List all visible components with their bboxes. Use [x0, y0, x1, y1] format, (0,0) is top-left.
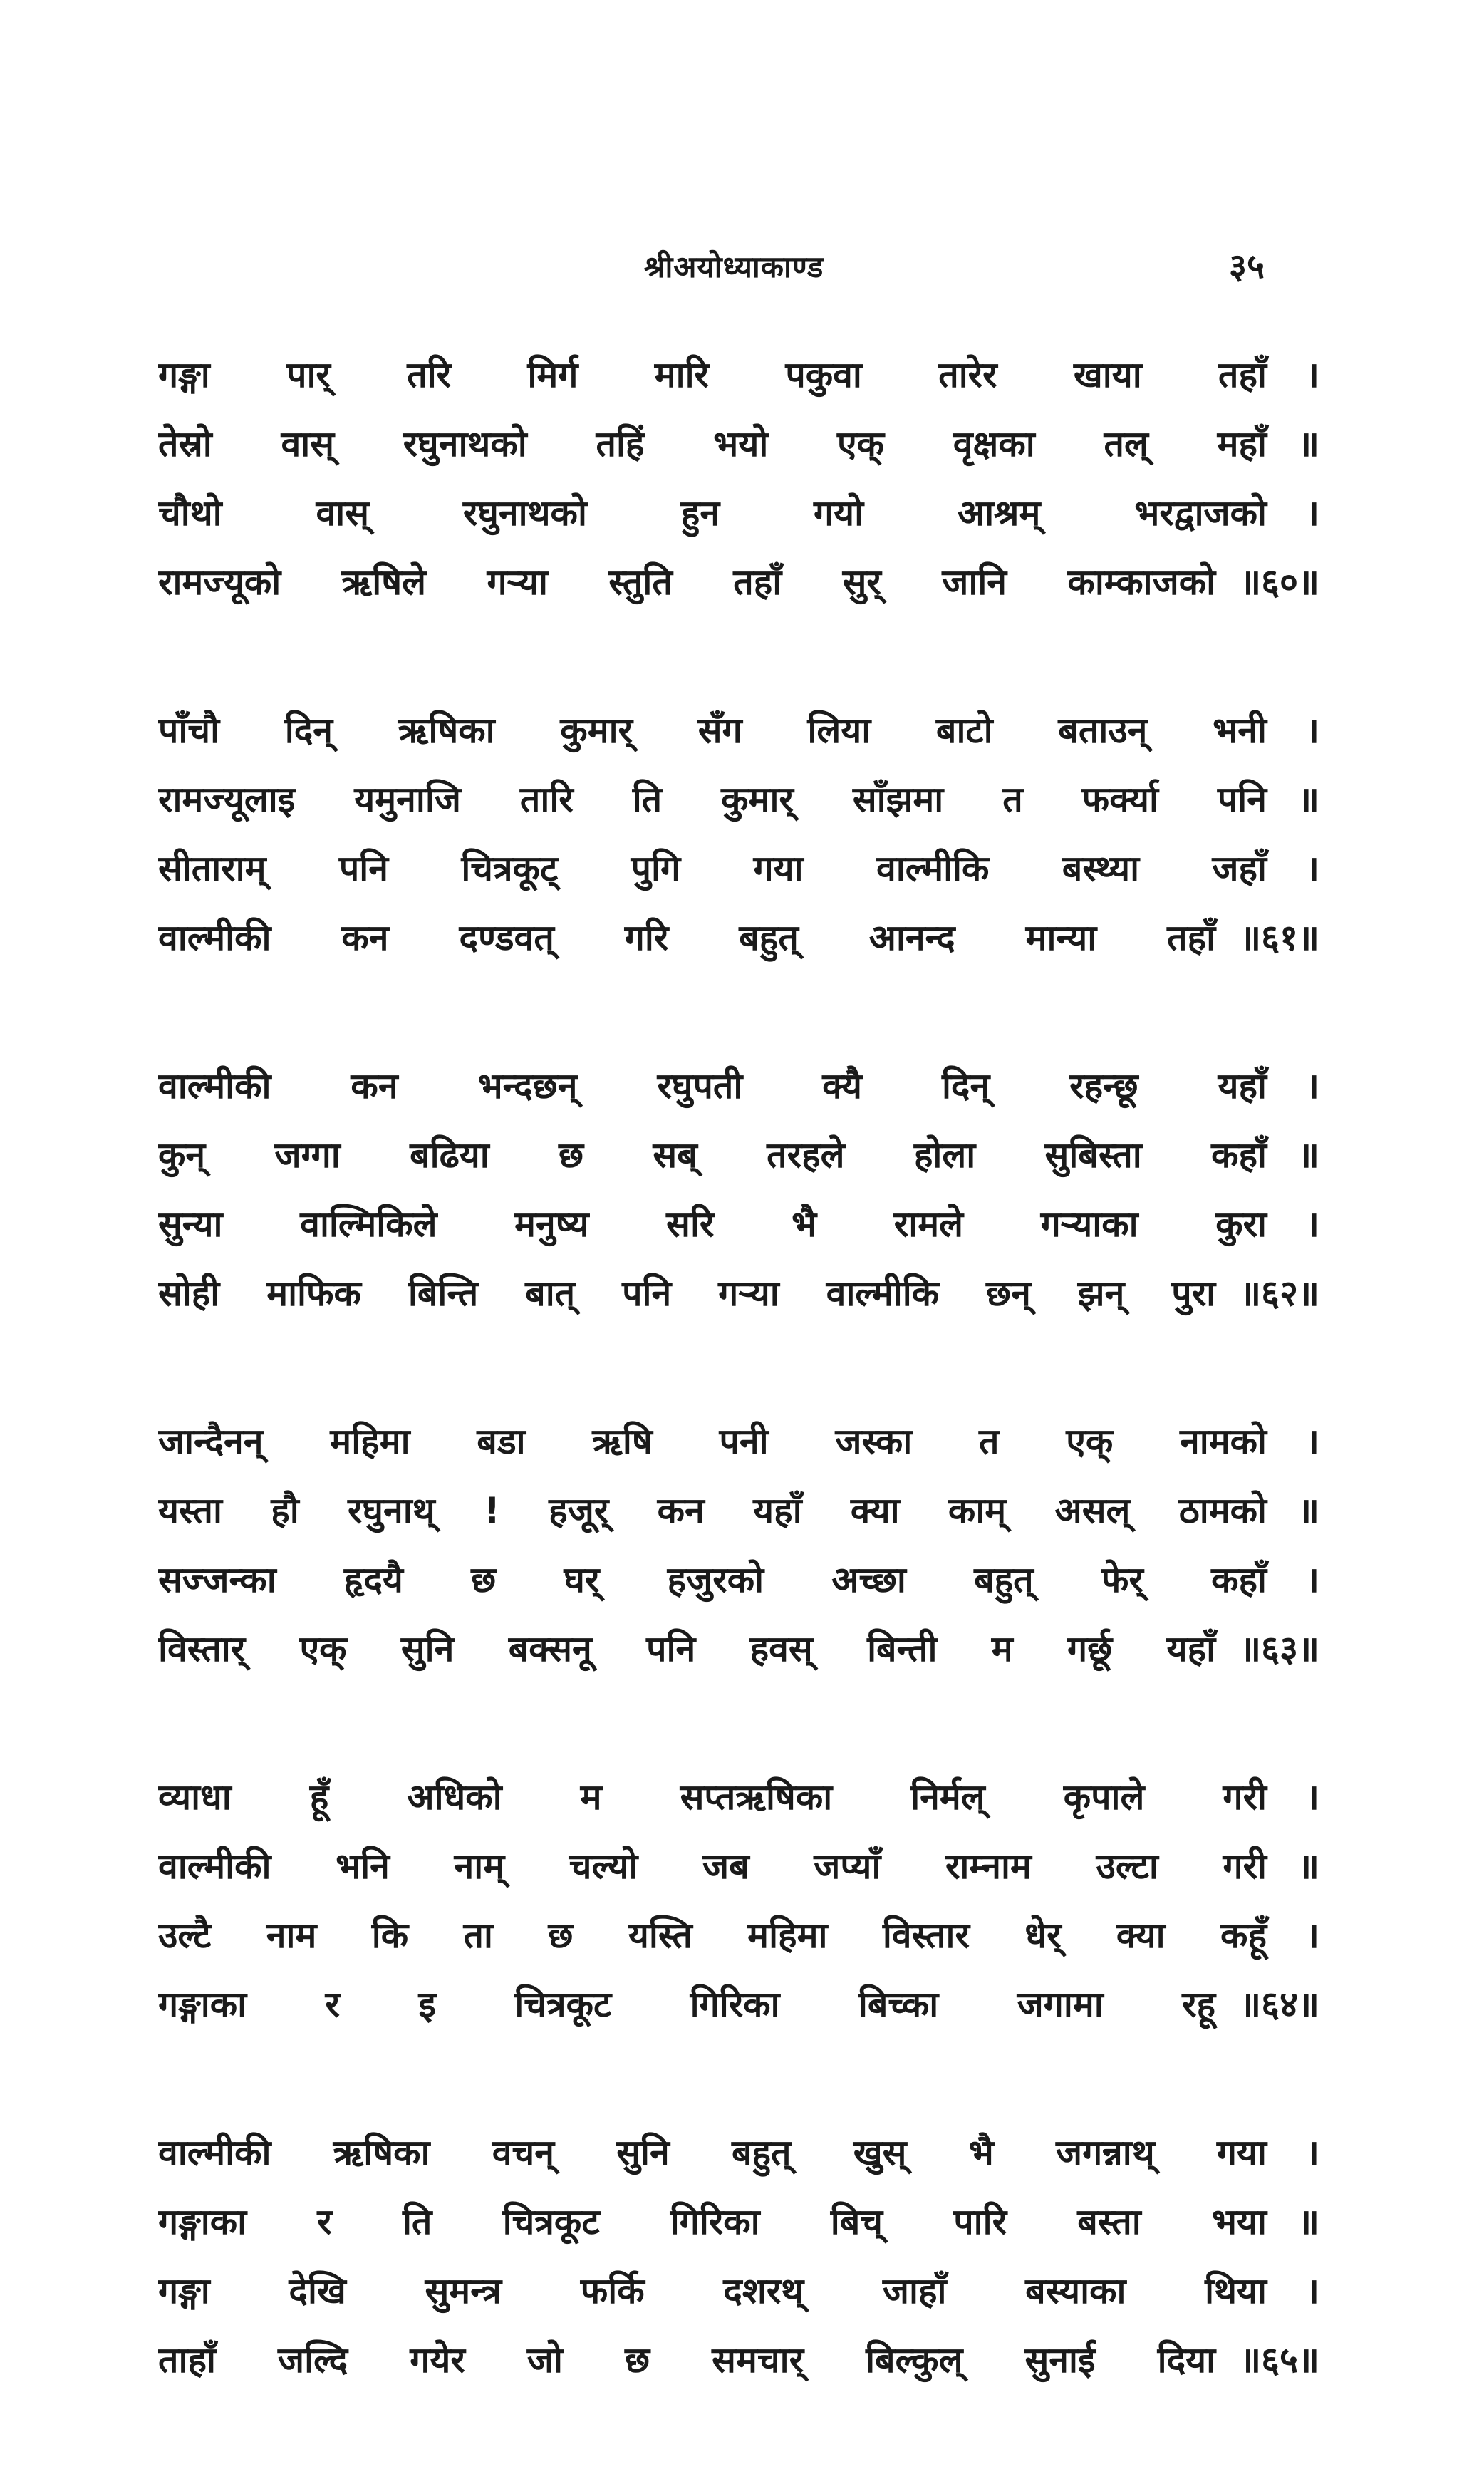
- verse-mark: ।: [1306, 1776, 1319, 1818]
- verse-line: [158, 2188, 1319, 2257]
- verse-text: गङ्गा पार् तरि मिर्ग मारि पकुवा तारेर खाया तहाँ: [158, 354, 1267, 395]
- verse-text: रामज्यूको ऋषिले गर्‍या स्तुति तहाँ सुर् जानि काम्काजको: [158, 561, 1216, 603]
- verse-text: गङ्गाका र ति चित्रकूट गिरिका बिच् पारि बस्ता भया: [158, 2201, 1267, 2242]
- verse-text: व्याधा हूँ अधिको म सप्तऋषिका निर्मल् कृपाले गरी: [158, 1776, 1267, 1818]
- verse-mark: ।: [1306, 492, 1319, 534]
- verse-mark: ।: [1306, 2270, 1319, 2312]
- verse-text: गङ्गा देखि सुमन्त्र फर्कि दशरथ् जाहाँ बस्याका थिया: [158, 2270, 1267, 2312]
- verse-line: [158, 1901, 1319, 1970]
- verse-text: विस्तार् एक् सुनि बक्सनू पनि हवस् बिन्ती म गर्छू यहाँ: [158, 1628, 1216, 1670]
- verse-text: सोही माफिक बिन्ति बात् पनि गर्‍या वाल्मीकि छन् झन् पुरा: [158, 1273, 1216, 1314]
- verse-line: [158, 2257, 1319, 2326]
- verse-number: ॥६२॥: [1240, 1273, 1319, 1314]
- verse-mark: ।: [1306, 354, 1319, 395]
- verse-line: [158, 904, 1319, 973]
- verse-text: यस्ता हौ रघुनाथ् ! हजूर् कन यहाँ क्या काम् असल् ठामको: [158, 1490, 1267, 1531]
- verse-line: [158, 1615, 1319, 1684]
- verse-text: वाल्मीकी कन दण्डवत् गरि बहुत् आनन्द मान्या तहाँ: [158, 917, 1216, 958]
- verse-text: जान्दैनन् महिमा बडा ऋषि पनी जस्का त एक् नामको: [158, 1421, 1267, 1462]
- page-number: ३५: [1229, 247, 1265, 286]
- verse-mark: ।: [1306, 1915, 1319, 1956]
- verse-mark: ॥: [1298, 1490, 1319, 1531]
- verse-text: सीताराम् पनि चित्रकूट् पुगि गया वाल्मीकि बस्थ्या जहाँ: [158, 848, 1267, 889]
- verse-text: चौथो वास् रघुनाथको हुन गयो आश्रम् भरद्वाजको: [158, 492, 1267, 534]
- verse-line: [158, 2118, 1319, 2188]
- verse-text: रामज्यूलाइ यमुनाजि तारि ति कुमार् साँझमा त फर्क्या पनि: [158, 779, 1267, 820]
- stanza-60: [158, 341, 1319, 617]
- verse-line: [158, 548, 1319, 617]
- verse-text: ताहाँ जल्दि गयेर जो छ समचार् बिल्कुल् सुनाई दिया: [158, 2339, 1216, 2381]
- verse-text: वाल्मीकी भनि नाम् चल्यो जब जप्याँ राम्नाम उल्टा गरी: [158, 1846, 1267, 1887]
- verse-mark: ।: [1306, 848, 1319, 889]
- verse-line: [158, 410, 1319, 479]
- verse-number: ॥६१॥: [1240, 917, 1319, 958]
- verse-line: [158, 834, 1319, 904]
- verse-number: ॥६०॥: [1240, 561, 1319, 603]
- verse-mark: ।: [1306, 710, 1319, 751]
- verse-mark: ।: [1306, 1204, 1319, 1245]
- verse-block: [158, 341, 1319, 2474]
- stanza-62: [158, 1052, 1319, 1328]
- verse-mark: ।: [1306, 1421, 1319, 1462]
- verse-mark: ॥: [1298, 2201, 1319, 2242]
- verse-text: गङ्गाका र इ चित्रकूट गिरिका बिच्का जगामा रहू: [158, 1984, 1216, 2025]
- stanza-63: [158, 1407, 1319, 1684]
- verse-line: [158, 1970, 1319, 2039]
- verse-line: [158, 1546, 1319, 1615]
- verse-mark: ।: [1306, 1065, 1319, 1107]
- verse-line: [158, 1259, 1319, 1328]
- verse-mark: ॥: [1298, 1134, 1319, 1176]
- running-title: श्रीअयोध्याकाण्ड: [643, 249, 824, 284]
- verse-text: कुन् जग्गा बढिया छ सब् तरहले होला सुबिस्ता कहाँ: [158, 1134, 1267, 1176]
- verse-number: ॥६३॥: [1240, 1628, 1319, 1670]
- verse-line: [158, 1832, 1319, 1901]
- verse-mark: ॥: [1298, 423, 1319, 465]
- stanza-64: [158, 1763, 1319, 2039]
- verse-line: [158, 1476, 1319, 1546]
- verse-line: [158, 696, 1319, 765]
- verse-mark: ॥: [1298, 1846, 1319, 1887]
- verse-mark: ।: [1306, 2132, 1319, 2173]
- verse-text: वाल्मीकी ऋषिका वचन् सुनि बहुत् खुस् भै जगन्नाथ् गया: [158, 2132, 1267, 2173]
- stanza-65: [158, 2118, 1319, 2395]
- verse-line: [158, 2326, 1319, 2395]
- verse-text: तेस्रो वास् रघुनाथको तहिं भयो एक् वृक्षका तल् महाँ: [158, 423, 1267, 465]
- verse-text: सज्जन्का हृदयै छ घर् हजुरको अच्छा बहुत् फेर् कहाँ: [158, 1559, 1267, 1600]
- verse-line: [158, 341, 1319, 410]
- verse-text: उल्टै नाम कि ता छ यस्ति महिमा विस्तार धेर् क्या कहूँ: [158, 1915, 1267, 1956]
- verse-line: [158, 765, 1319, 834]
- verse-number: ॥६४॥: [1240, 1984, 1319, 2025]
- verse-line: [158, 1763, 1319, 1832]
- verse-text: पाँचौ दिन् ऋषिका कुमार् सँग लिया बाटो बताउन् भनी: [158, 710, 1267, 751]
- verse-line: [158, 1052, 1319, 1121]
- verse-line: [158, 1121, 1319, 1190]
- verse-text: सुन्या वाल्मिकिले मनुष्य सरि भै रामले गर्‍याका कुरा: [158, 1204, 1267, 1245]
- verse-number: ॥६५॥: [1240, 2339, 1319, 2381]
- verse-text: वाल्मीकी कन भन्दछन् रघुपती क्यै दिन् रहन्छू यहाँ: [158, 1065, 1267, 1107]
- verse-mark: ।: [1306, 1559, 1319, 1600]
- verse-line: [158, 1407, 1319, 1476]
- verse-line: [158, 479, 1319, 548]
- stanza-61: [158, 696, 1319, 973]
- verse-mark: ॥: [1298, 779, 1319, 820]
- verse-line: [158, 1190, 1319, 1259]
